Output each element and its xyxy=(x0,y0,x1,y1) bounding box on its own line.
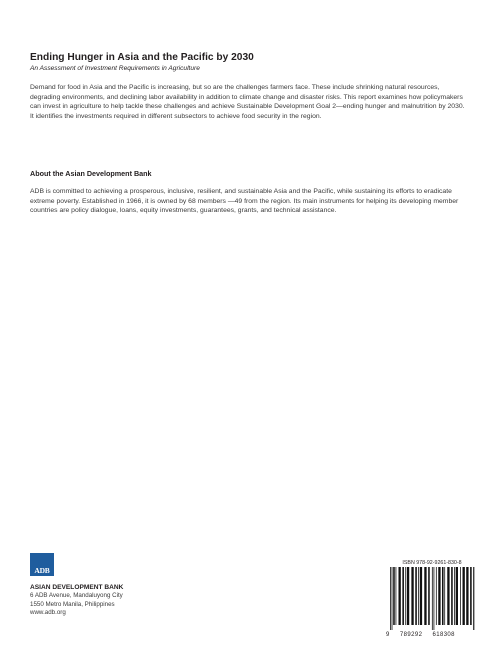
barcode-bar xyxy=(432,567,433,630)
barcode-bar xyxy=(392,567,393,630)
publisher-address xyxy=(30,592,123,618)
barcode-bar xyxy=(424,567,426,625)
adb-logo-text: ADB xyxy=(34,565,50,575)
book-subtitle: An Assessment of Investment Requirements in Agriculture xyxy=(30,65,200,72)
book-description: Demand for food in Asia and the Pacific is increasing, but so are the challenges farmers face. These include shrinking natural resources, degrading environments, and declining labor availability in addition to climate change and disaster risks. This report examines how policymakers can invest in agriculture to help tackle these challenges and achieve Sustainable Development Goal 2—ending hunger and malnutrition by 2030. It identifies the investments required in different subsectors to achieve food security in the region. xyxy=(30,84,465,120)
website-link: www.adb.org xyxy=(30,609,66,617)
publisher-name: ASIAN DEVELOPMENT BANK xyxy=(30,584,124,591)
barcode-bar xyxy=(415,567,417,625)
barcode-digits-right: 618308 xyxy=(432,632,455,638)
barcode-bar xyxy=(454,567,455,625)
barcode-bar xyxy=(444,567,445,625)
barcode-bar xyxy=(434,567,435,630)
barcode-bar xyxy=(418,567,419,625)
barcode-bar xyxy=(456,567,458,625)
barcode-bar xyxy=(396,567,397,625)
barcode-bar xyxy=(398,567,400,625)
barcode-bar xyxy=(460,567,461,625)
barcode-bars xyxy=(388,567,475,632)
barcode-number xyxy=(386,631,478,639)
barcode-bar xyxy=(473,567,474,630)
barcode-digit-lead: 9 xyxy=(386,632,390,638)
barcode xyxy=(388,567,475,632)
barcode-bar xyxy=(470,567,472,625)
barcode-bar xyxy=(438,567,440,625)
book-title: Ending Hunger in Asia and the Pacific by 2030 xyxy=(30,52,254,63)
about-text: ADB is committed to achieving a prosperous, inclusive, resilient, and sustainable Asia and the Pacific, while sustaining its efforts to eradicate extreme poverty. Established in 1966, it is owned by 68 members —49 from the region. Its main instruments for helping its developing member countries are policy dialogue, loans, equity investments, guarantees, grants, and technical assistance. xyxy=(30,188,459,215)
barcode-bar xyxy=(393,567,395,625)
about-heading: About the Asian Development Bank xyxy=(30,169,152,178)
barcode-bar xyxy=(420,567,422,625)
barcode-bar xyxy=(405,567,406,625)
barcode-bar xyxy=(407,567,409,625)
barcode-digits-left: 789292 xyxy=(399,632,423,638)
barcode-bar xyxy=(447,567,449,625)
isbn-label: ISBN 978-92-9261-830-8 xyxy=(402,560,462,566)
barcode-bar xyxy=(402,567,404,625)
adb-logo xyxy=(30,553,54,576)
barcode-bar xyxy=(451,567,453,625)
address-line-city: 1550 Metro Manila, Philippines xyxy=(30,600,115,608)
barcode-bar xyxy=(463,567,465,625)
barcode-bar xyxy=(428,567,430,625)
barcode-bar xyxy=(442,567,444,625)
barcode-bar xyxy=(411,567,413,625)
barcode-bar xyxy=(436,567,437,625)
address-line-street: 6 ADB Avenue, Mandaluyong City xyxy=(30,592,123,599)
barcode-bar xyxy=(390,567,391,630)
barcode-bar xyxy=(466,567,468,625)
